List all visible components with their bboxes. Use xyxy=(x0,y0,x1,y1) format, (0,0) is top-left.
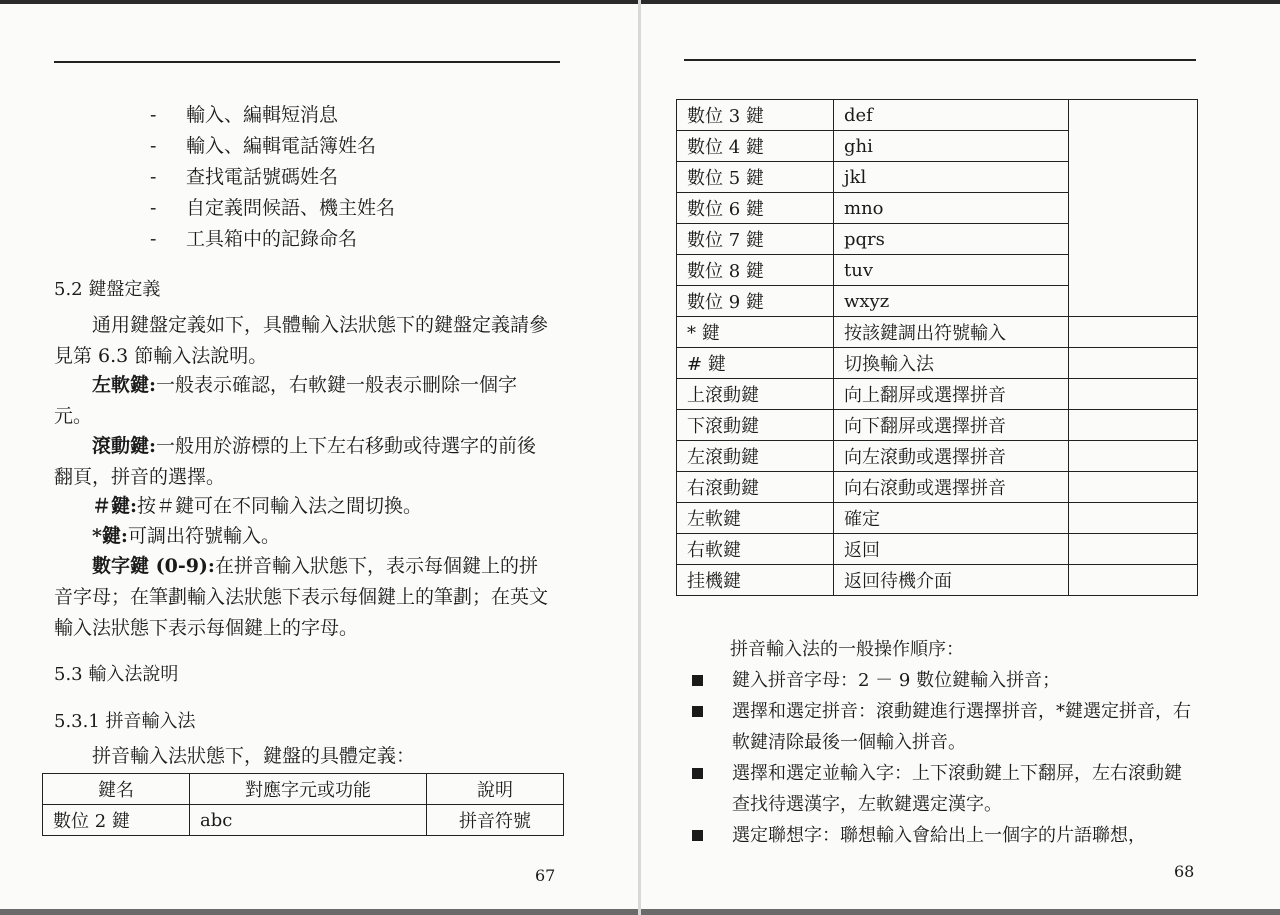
operation-steps-list xyxy=(692,665,1192,851)
table-cell: 向上翻屏或選擇拼音 xyxy=(834,379,1069,410)
page-number: 68 xyxy=(1174,862,1195,881)
section-5-3-title: 5.3 輸入法說明 xyxy=(54,664,179,685)
table-cell: 按該鍵調出符號輸入 xyxy=(834,317,1069,348)
table-cell: 返回 xyxy=(834,534,1069,565)
table-cell-notes xyxy=(1069,410,1198,441)
table-row xyxy=(677,565,1198,596)
table-row xyxy=(677,379,1198,410)
list-dash: - xyxy=(150,197,157,219)
table-cell: pqrs xyxy=(834,224,1069,255)
table-row xyxy=(677,348,1198,379)
table-row xyxy=(677,441,1198,472)
usage-list xyxy=(150,100,395,255)
table-cell: 拼音符號 xyxy=(427,805,564,836)
square-bullet-icon xyxy=(692,768,703,779)
right-page xyxy=(640,0,1280,915)
list-dash: - xyxy=(150,135,157,157)
table-cell-notes xyxy=(1069,472,1198,503)
list-item-text: 自定義問候語、機主姓名 xyxy=(186,197,396,219)
list-item xyxy=(150,224,395,255)
definition: 在拼音輸入狀態下，表示每個鍵上的拼音字母；在筆劃輸入法狀態下表示每個鍵上的筆劃；在英文輸入法狀態下表示每個鍵上的字母。 xyxy=(54,555,549,639)
table-cell-notes xyxy=(1069,317,1198,348)
right-header-rule xyxy=(684,59,1196,61)
table-cell-notes xyxy=(1069,565,1198,596)
table-cell: abc xyxy=(190,805,427,836)
table-cell: 挂機鍵 xyxy=(677,565,834,596)
table-cell: 數位 6 鍵 xyxy=(677,193,834,224)
list-item xyxy=(150,193,395,224)
list-item xyxy=(692,665,1192,696)
list-item xyxy=(150,131,395,162)
table-cell: 上滾動鍵 xyxy=(677,379,834,410)
table-cell: 左滾動鍵 xyxy=(677,441,834,472)
digit-key-paragraph xyxy=(54,551,554,644)
table-cell-notes xyxy=(1069,379,1198,410)
page-number: 67 xyxy=(535,866,556,885)
square-bullet-icon xyxy=(692,706,703,717)
list-dash: - xyxy=(150,228,157,250)
table-header-cell: 說明 xyxy=(427,774,564,805)
scroll-key-paragraph xyxy=(54,431,554,493)
list-item xyxy=(150,162,395,193)
table-row xyxy=(677,317,1198,348)
definition: 一般表示確認，右軟鍵一般表示刪除一個字元。 xyxy=(54,374,518,427)
square-bullet-icon xyxy=(692,675,703,686)
table-cell: 下滾動鍵 xyxy=(677,410,834,441)
left-header-rule xyxy=(54,61,560,63)
list-dash: - xyxy=(150,104,157,126)
table-cell: 返回待機介面 xyxy=(834,565,1069,596)
table-cell: 數位 3 鍵 xyxy=(677,100,834,131)
table-cell: 數位 9 鍵 xyxy=(677,286,834,317)
table-cell: 數位 2 鍵 xyxy=(43,805,190,836)
list-item-text: 鍵入拼音字母：2 － 9 數位鍵輸入拼音； xyxy=(732,670,1061,691)
left-softkey-paragraph xyxy=(54,370,554,432)
table-header-cell: 對應字元或功能 xyxy=(190,774,427,805)
table-cell: 數位 7 鍵 xyxy=(677,224,834,255)
list-item xyxy=(692,696,1192,758)
list-item-text: 輸入、編輯短消息 xyxy=(186,104,339,126)
table-cell: 向左滾動或選擇拼音 xyxy=(834,441,1069,472)
table-cell: 數位 8 鍵 xyxy=(677,255,834,286)
table-cell: tuv xyxy=(834,255,1069,286)
table-cell: def xyxy=(834,100,1069,131)
list-item xyxy=(150,100,395,131)
table-row xyxy=(677,472,1198,503)
table-row xyxy=(677,534,1198,565)
table-cell: 確定 xyxy=(834,503,1069,534)
list-item-text: 選擇和選定拼音：滾動鍵進行選擇拼音，*鍵選定拼音，右軟鍵清除最後一個輸入拼音。 xyxy=(732,701,1191,753)
table-row xyxy=(677,100,1198,131)
definition: 一般用於游標的上下左右移動或待選字的前後翻頁，拼音的選擇。 xyxy=(54,435,537,488)
table-cell: jkl xyxy=(834,162,1069,193)
pinyin-key-table-continued xyxy=(676,99,1198,596)
table-row xyxy=(43,805,564,836)
list-item-text: 輸入、編輯電話簿姓名 xyxy=(186,135,377,157)
table-cell: # 鍵 xyxy=(677,348,834,379)
table-cell: 右滾動鍵 xyxy=(677,472,834,503)
table-cell: 左軟鍵 xyxy=(677,503,834,534)
table-cell: mno xyxy=(834,193,1069,224)
definition: 可調出符號輸入。 xyxy=(127,525,280,547)
table-cell: 向下翻屏或選擇拼音 xyxy=(834,410,1069,441)
square-bullet-icon xyxy=(692,830,703,841)
table-cell: 數位 5 鍵 xyxy=(677,162,834,193)
table-cell: ghi xyxy=(834,131,1069,162)
list-item xyxy=(692,820,1192,851)
list-item-text: 工具箱中的記錄命名 xyxy=(186,228,358,250)
pinyin-key-table-start xyxy=(42,773,564,836)
table-cell-notes xyxy=(1069,441,1198,472)
table-row xyxy=(677,410,1198,441)
pinyin-table-intro: 拼音輸入法狀態下，鍵盤的具體定義： xyxy=(92,745,416,767)
term: 滾動鍵: xyxy=(92,435,157,457)
section-5-3-1-title: 5.3.1 拼音輸入法 xyxy=(54,711,196,732)
table-header-cell: 鍵名 xyxy=(43,774,190,805)
list-item-text: 選定聯想字：聯想輸入會給出上一個字的片語聯想， xyxy=(732,825,1146,846)
table-cell-notes xyxy=(1069,503,1198,534)
table-cell: * 鍵 xyxy=(677,317,834,348)
list-item-text: 查找電話號碼姓名 xyxy=(186,166,339,188)
table-header-row xyxy=(43,774,564,805)
table-cell-notes xyxy=(1069,534,1198,565)
table-cell-notes xyxy=(1069,100,1198,317)
table-cell-notes xyxy=(1069,348,1198,379)
term: 左軟鍵: xyxy=(92,374,157,396)
hash-key-paragraph xyxy=(54,491,554,522)
table-row xyxy=(677,503,1198,534)
table-cell: 向右滾動或選擇拼音 xyxy=(834,472,1069,503)
ops-intro: 拼音輸入法的一般操作順序： xyxy=(730,639,964,660)
definition: 按＃鍵可在不同輸入法之間切換。 xyxy=(137,495,423,517)
term: 數字鍵 (0-9): xyxy=(92,555,215,577)
table-cell: 數位 4 鍵 xyxy=(677,131,834,162)
table-cell: 切換輸入法 xyxy=(834,348,1069,379)
table-cell: wxyz xyxy=(834,286,1069,317)
section-5-2-intro: 通用鍵盤定義如下，具體輸入法狀態下的鍵盤定義請參見第 6.3 節輸入法說明。 xyxy=(54,314,549,367)
term: *鍵: xyxy=(92,525,128,547)
list-item-text: 選擇和選定並輸入字：上下滾動鍵上下翻屏，左右滾動鍵查找待選漢字，左軟鍵選定漢字。 xyxy=(732,763,1182,815)
term: ＃鍵: xyxy=(92,495,138,517)
star-key-paragraph xyxy=(54,521,554,552)
list-dash: - xyxy=(150,166,157,188)
table-cell: 右軟鍵 xyxy=(677,534,834,565)
section-5-2-title: 5.2 鍵盤定義 xyxy=(54,279,161,300)
list-item xyxy=(692,758,1192,820)
